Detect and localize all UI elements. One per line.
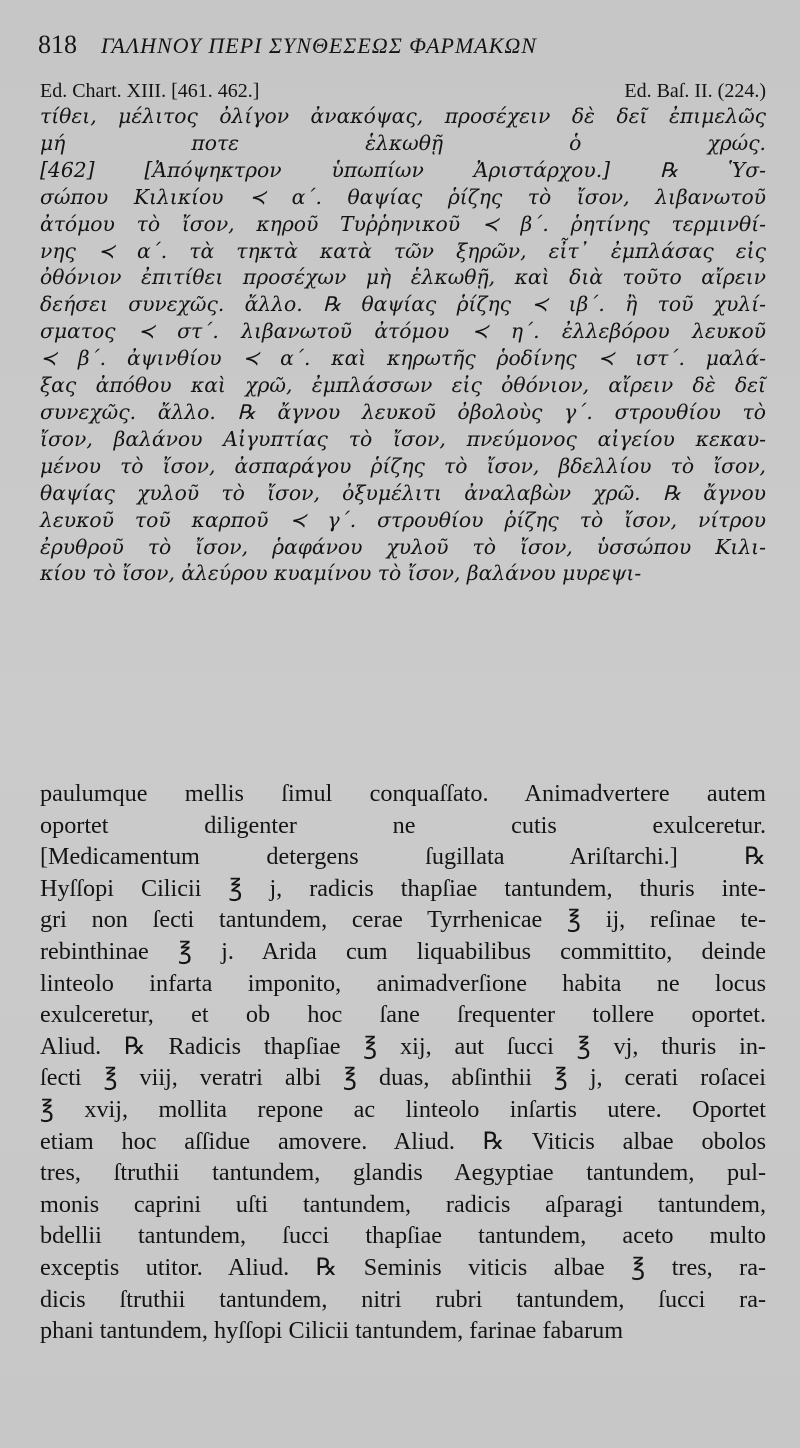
latin-text-line: tres, ſtruthii tantundem, glandis Aegyptiae tantundem, pul- [40, 1159, 766, 1187]
greek-text-line: μή ποτε ἑλκωθῇ ὁ χρώς. [40, 130, 766, 155]
edition-reference-right: Ed. Baſ. II. (224.) [624, 80, 766, 102]
latin-text-line: [Medicamentum detergens ſugillata Ariſtarchi.] ℞ [40, 843, 766, 871]
page-header [38, 30, 770, 60]
greek-text-line: μένου τὸ ἴσον, ἀσπαράγου ῥίζης τὸ ἴσον, βδελλίου τὸ ἴσον, [40, 453, 766, 478]
running-title: ΓΑΛΗΝΟΥ ΠΕΡΙ ΣΥΝΘΕΣΕΩΣ ΦΑΡΜΑΚΩΝ [101, 33, 537, 58]
greek-text-line: δεήσει συνεχῶς. ἄλλο. ℞ θαψίας ῥίζης ≺ ιβ΄. ἢ τοῦ χυλί- [40, 292, 766, 317]
greek-text-line: ἴσον, βαλάνου Αἰγυπτίας τὸ ἴσον, πνεύμονος αἰγείου κεκαυ- [40, 426, 766, 451]
greek-text-line: τίθει, μέλιτος ὀλίγον ἀνακόψας, προσέχειν δὲ δεῖ ἐπιμελῶς [40, 104, 766, 128]
greek-text-line: ξας ἀπόθου καὶ χρῶ, ἐμπλάσσων εἰς ὀθόνιον, αἴρειν δὲ δεῖ [40, 373, 766, 398]
greek-text-line: ὀθόνιον ἐπιτίθει προσέχων μὴ ἑλκωθῇ, καὶ διὰ τοῦτο αἴρειν [40, 265, 766, 290]
greek-text-line: ≺ β΄. ἀψινθίου ≺ α΄. καὶ κηρωτῆς ῥοδίνης ≺ ιστ΄. μαλά- [40, 346, 766, 371]
latin-text-line: ℥ xvij, mollita repone ac linteolo inſartis utere. Oportet [40, 1095, 766, 1123]
latin-text-line: etiam hoc aſſidue amovere. Aliud. ℞ Viticis albae obolos [40, 1127, 766, 1155]
edition-reference-left: Ed. Chart. XIII. [461. 462.] [40, 80, 260, 102]
latin-text-line: monis caprini uſti tantundem, radicis aſparagi tantundem, [40, 1190, 766, 1218]
latin-text-line: rebinthinae ℥ j. Arida cum liquabilibus committito, deinde [40, 937, 766, 965]
latin-text-line: phani tantundem, hyſſopi Cilicii tantundem, farinae fabarum [40, 1317, 624, 1345]
latin-text-line: ſecti ℥ viij, veratri albi ℥ duas, abſinthii ℥ j, cerati roſacei [40, 1064, 766, 1092]
latin-text-block [40, 778, 766, 1347]
latin-text-line: oportet diligenter ne cutis exulceretur. [40, 811, 766, 839]
latin-text-line: bdellii tantundem, ſucci thapſiae tantundem, aceto multo [40, 1222, 766, 1250]
latin-text-line: exceptis utitor. Aliud. ℞ Seminis viticis albae ℥ tres, ra- [40, 1253, 766, 1281]
page-number: 818 [38, 30, 77, 59]
greek-text-line: νης ≺ α΄. τὰ τηκτὰ κατὰ τῶν ξηρῶν, εἶτ᾽ ἐμπλάσας εἰς [40, 238, 766, 263]
greek-text-line: θαψίας χυλοῦ τὸ ἴσον, ὀξυμέλιτι ἀναλαβὼν χρῶ. ℞ ἄγνου [40, 480, 766, 505]
greek-text-line: συνεχῶς. ἄλλο. ℞ ἄγνου λευκοῦ ὀβολοὺς γ΄. στρουθίου τὸ [40, 399, 766, 424]
latin-text-line: exulceretur, et ob hoc ſane ſrequenter tollere oportet. [40, 1001, 766, 1029]
greek-text-line: κίου τὸ ἴσον, ἀλεύρου κυαμίνου τὸ ἴσον, βαλάνου μυρεψι- [40, 561, 642, 586]
greek-text-line: σματος ≺ στ΄. λιβανωτοῦ ἀτόμου ≺ η΄. ἐλλεβόρου λευκοῦ [40, 319, 766, 344]
greek-text-line: [462] [Ἀπόψηκτρον ὑπωπίων Ἀριστάρχου.] ℞ Ὑσ- [40, 157, 766, 182]
latin-text-line: linteolo infarta imponito, animadverſione habita ne locus [40, 969, 766, 997]
greek-text-block [40, 103, 766, 587]
latin-text-line: gri non ſecti tantundem, cerae Tyrrhenicae ℥ ij, reſinae te- [40, 906, 766, 934]
latin-text-line: paulumque mellis ſimul conquaſſato. Animadvertere autem [40, 780, 766, 807]
greek-text-line: ἀτόμου τὸ ἴσον, κηροῦ Τυῤῥηνικοῦ ≺ β΄. ῥητίνης τερμινθί- [40, 211, 766, 236]
latin-text-line: dicis ſtruthii tantundem, nitri rubri tantundem, ſucci ra- [40, 1285, 766, 1313]
greek-text-line: σώπου Κιλικίου ≺ α΄. θαψίας ῥίζης τὸ ἴσον, λιβανωτοῦ [40, 184, 766, 209]
greek-text-line: ἐρυθροῦ τὸ ἴσον, ῥαφάνου χυλοῦ τὸ ἴσον, ὑσσώπου Κιλι- [40, 534, 766, 559]
greek-text-line: λευκοῦ τοῦ καρποῦ ≺ γ΄. στρουθίου ῥίζης τὸ ἴσον, νίτρου [40, 507, 766, 532]
edition-reference-row [40, 80, 766, 103]
latin-text-line: Hyſſopi Cilicii ℥ j, radicis thapſiae tantundem, thuris inte- [40, 874, 766, 902]
latin-text-line: Aliud. ℞ Radicis thapſiae ℥ xij, aut ſucci ℥ vj, thuris in- [40, 1032, 766, 1060]
